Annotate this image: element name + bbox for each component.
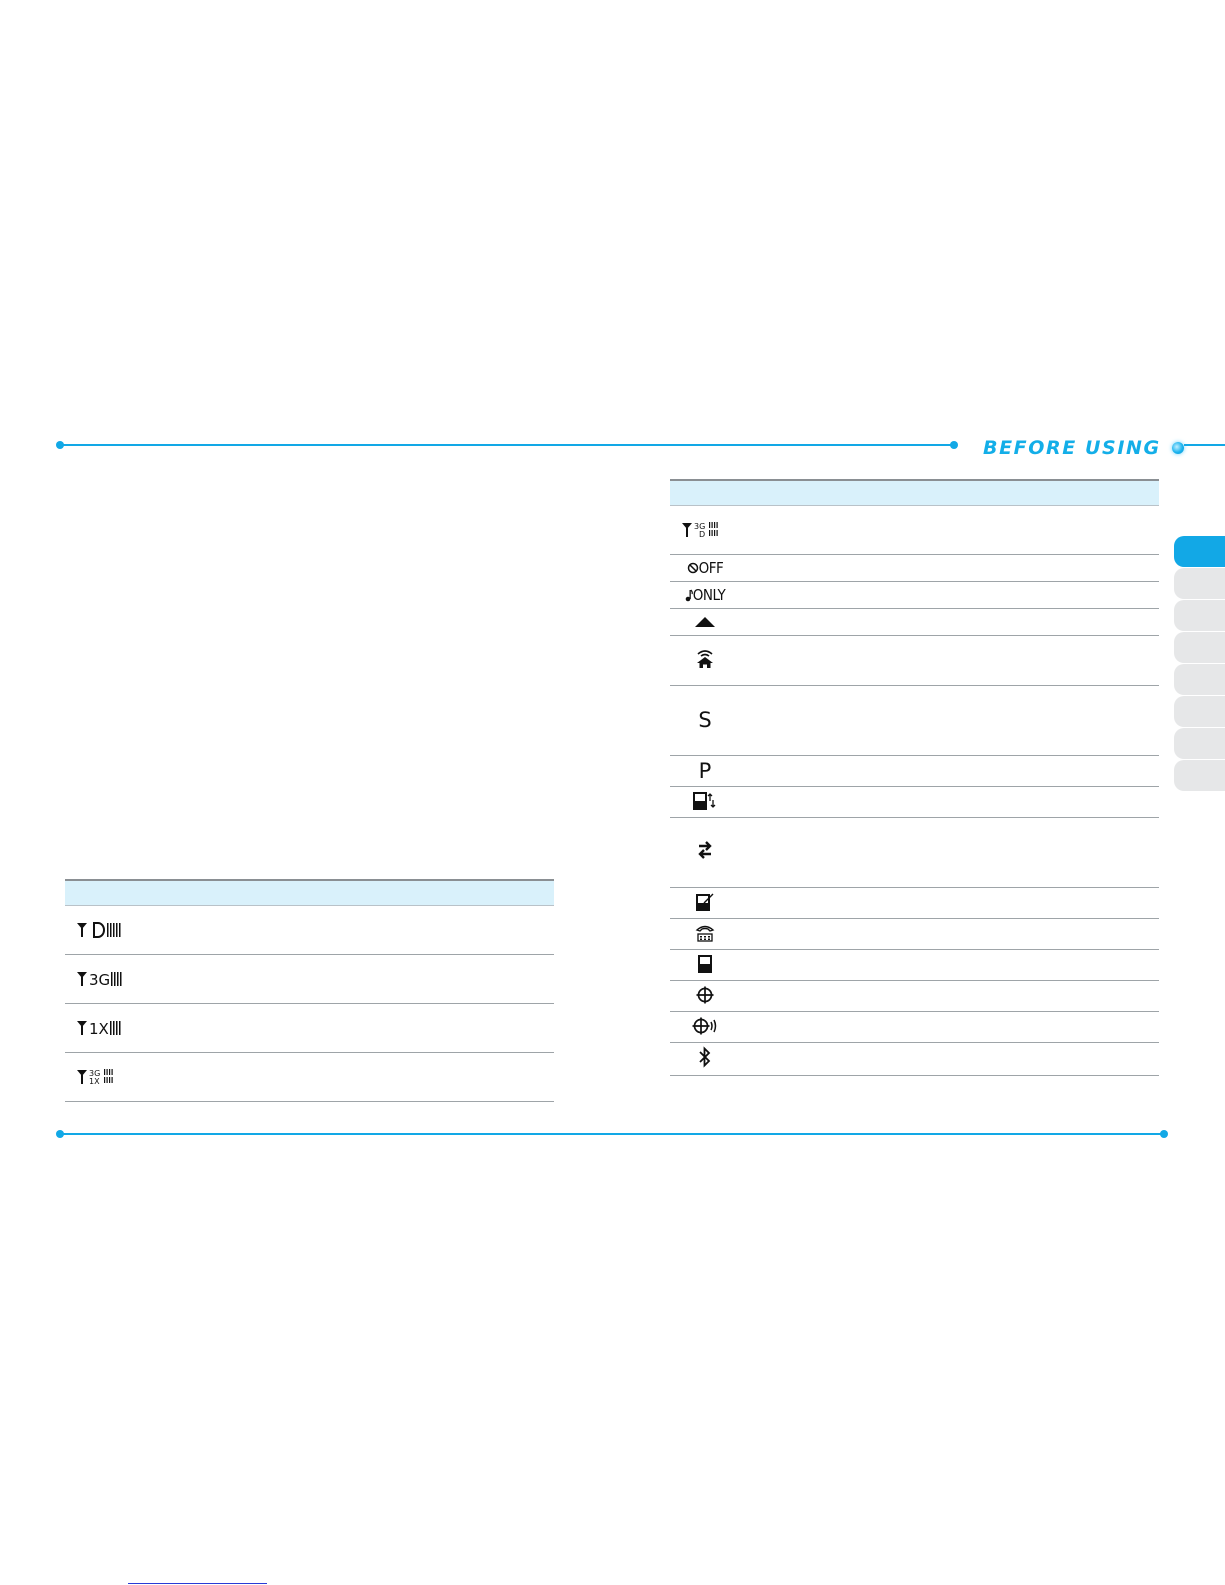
row-description bbox=[740, 1043, 1159, 1076]
table-header-row bbox=[670, 480, 1159, 506]
table-row bbox=[670, 506, 1159, 555]
row-description bbox=[740, 1012, 1159, 1043]
table-row bbox=[670, 582, 1159, 609]
s-icon: S bbox=[698, 708, 712, 732]
row-description bbox=[740, 888, 1159, 919]
table-row bbox=[670, 555, 1159, 582]
table-row bbox=[670, 787, 1159, 818]
table-row bbox=[670, 888, 1159, 919]
chapter-tab[interactable] bbox=[1174, 728, 1225, 759]
description-column-header bbox=[740, 480, 1159, 506]
table-row bbox=[65, 955, 554, 1004]
table-row bbox=[670, 950, 1159, 981]
header-rule-left-dot bbox=[56, 441, 64, 449]
row-description bbox=[740, 818, 1159, 888]
row-description bbox=[740, 787, 1159, 818]
table-row bbox=[65, 1053, 554, 1102]
table-row bbox=[670, 981, 1159, 1012]
section-title: BEFORE USING bbox=[983, 437, 1161, 459]
table-row bbox=[670, 686, 1159, 756]
header-rule bbox=[60, 444, 953, 446]
footer-rule-right-dot bbox=[1160, 1130, 1168, 1138]
table-row bbox=[670, 636, 1159, 686]
table-row bbox=[670, 919, 1159, 950]
description-column-header bbox=[135, 880, 554, 906]
chapter-tab[interactable] bbox=[1174, 568, 1225, 599]
row-description bbox=[740, 756, 1159, 787]
right-icon-table bbox=[670, 479, 1159, 1076]
svg-text:3G: 3G bbox=[89, 1068, 101, 1078]
chapter-tab-active[interactable] bbox=[1174, 536, 1225, 567]
table-row bbox=[670, 609, 1159, 636]
table-row bbox=[670, 1043, 1159, 1076]
row-description bbox=[740, 686, 1159, 756]
svg-text:D: D bbox=[699, 529, 706, 538]
header-accent-dot bbox=[1172, 442, 1184, 454]
home-network-icon bbox=[695, 647, 715, 669]
footer-rule bbox=[60, 1133, 1164, 1135]
bottom-link-underline[interactable] bbox=[128, 1583, 267, 1584]
row-description bbox=[135, 1053, 554, 1102]
3g-1x-signal-icon bbox=[76, 1065, 124, 1087]
tty-icon bbox=[695, 922, 715, 944]
chapter-tab[interactable] bbox=[1174, 600, 1225, 631]
no-battery-icon bbox=[696, 891, 714, 913]
table-row bbox=[670, 756, 1159, 787]
svg-text:3G: 3G bbox=[694, 521, 706, 531]
3g-signal-icon bbox=[76, 967, 124, 989]
row-description bbox=[740, 950, 1159, 981]
row-description bbox=[740, 506, 1159, 555]
chapter-tab[interactable] bbox=[1174, 760, 1225, 791]
row-description bbox=[740, 981, 1159, 1012]
1x-signal-icon bbox=[76, 1016, 124, 1038]
p-icon: P bbox=[698, 758, 712, 783]
chapter-tab[interactable] bbox=[1174, 696, 1225, 727]
row-description bbox=[135, 906, 554, 955]
row-description bbox=[135, 1004, 554, 1053]
icon-column-header bbox=[65, 880, 135, 906]
chapter-tabs bbox=[1174, 536, 1225, 792]
battery-data-icon bbox=[693, 790, 717, 812]
header-rule-right-dot bbox=[950, 441, 958, 449]
chapter-tab[interactable] bbox=[1174, 632, 1225, 663]
table-header-row bbox=[65, 880, 554, 906]
location-active-icon bbox=[692, 1015, 718, 1037]
footer-rule-left-dot bbox=[56, 1130, 64, 1138]
table-row bbox=[65, 906, 554, 955]
table-row bbox=[65, 1004, 554, 1053]
header-rule-tail bbox=[1184, 444, 1225, 446]
row-description bbox=[740, 919, 1159, 950]
ringer-only-icon: ONLY bbox=[685, 584, 725, 606]
data-transfer-icon bbox=[697, 839, 713, 861]
table-row bbox=[670, 818, 1159, 888]
sound-off-icon: OFF bbox=[687, 557, 724, 579]
svg-text:1X: 1X bbox=[89, 1076, 100, 1085]
chapter-tab[interactable] bbox=[1174, 664, 1225, 695]
row-description bbox=[740, 582, 1159, 609]
row-description bbox=[740, 636, 1159, 686]
location-on-icon bbox=[696, 984, 714, 1006]
svg-text:1X: 1X bbox=[89, 1019, 109, 1036]
icon-column-header bbox=[670, 480, 740, 506]
row-description bbox=[740, 609, 1159, 636]
row-description bbox=[740, 555, 1159, 582]
row-description bbox=[135, 955, 554, 1004]
roaming-triangle-icon bbox=[694, 611, 716, 633]
bluetooth-icon bbox=[698, 1046, 712, 1068]
3g-evdo-signal-icon bbox=[681, 518, 729, 540]
table-row bbox=[670, 1012, 1159, 1043]
evdo-signal-icon bbox=[76, 918, 124, 940]
battery-icon bbox=[698, 953, 712, 975]
svg-text:3G: 3G bbox=[89, 970, 111, 987]
left-icon-table bbox=[65, 879, 554, 1102]
